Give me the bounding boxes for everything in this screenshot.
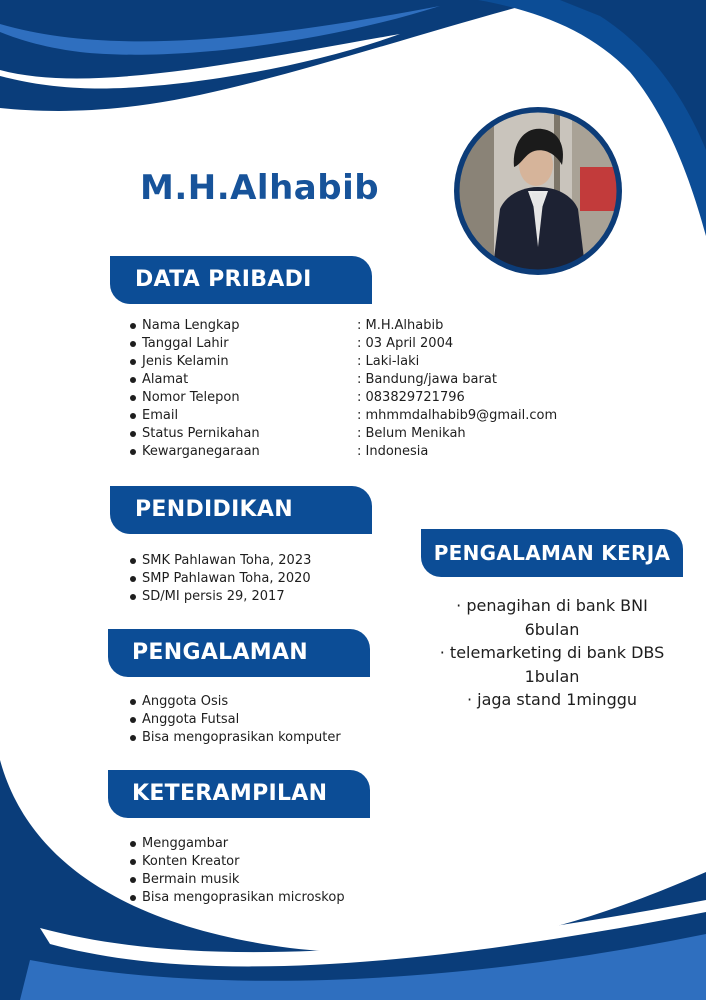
list-item: Menggambar: [124, 835, 345, 853]
list-item: Kewarganegaraan: [124, 443, 260, 461]
gender-value: : Laki-laki: [357, 354, 420, 369]
work-line: 1bulan: [524, 666, 580, 686]
top-wave-dark: [0, 0, 545, 111]
work-line: · jaga stand 1minggu: [466, 690, 638, 709]
list-item: Bisa mengoprasikan microskop: [124, 889, 345, 907]
list-item: SMK Pahlawan Toha, 2023: [124, 552, 311, 570]
citizenship-value: : Indonesia: [357, 444, 429, 459]
work-line: 6bulan: [524, 619, 580, 639]
marital-status-value: : Belum Menikah: [357, 426, 466, 441]
phone-value: : 083829721796: [357, 390, 465, 405]
list-item: Nomor Telepon: [124, 389, 260, 407]
pendidikan-list: [124, 552, 311, 606]
list-item: Tanggal Lahir: [124, 335, 260, 353]
email-value: : mhmmdalhabib9@gmail.com: [357, 408, 558, 423]
list-item: Email: [124, 407, 260, 425]
list-item: SD/MI persis 29, 2017: [124, 588, 311, 606]
list-item: Bermain musik: [124, 871, 345, 889]
data-pribadi-labels: [124, 317, 260, 461]
address-value: : Bandung/jawa barat: [357, 372, 497, 387]
data-pribadi-values: [357, 317, 557, 461]
full-name-value: : M.H.Alhabib: [357, 318, 444, 333]
data-pribadi-heading: DATA PRIBADI: [110, 256, 372, 304]
profile-photo: [454, 107, 622, 275]
pengalaman-heading: PENGALAMAN: [108, 629, 370, 677]
keterampilan-list: [124, 835, 345, 907]
list-item: SMP Pahlawan Toha, 2020: [124, 570, 311, 588]
work-line: · telemarketing di bank DBS: [439, 643, 665, 662]
list-item: Nama Lengkap: [124, 317, 260, 335]
resume-name: M.H.Alhabib: [140, 168, 380, 208]
list-item: Anggota Osis: [124, 693, 341, 711]
birth-date-value: : 03 April 2004: [357, 336, 454, 351]
pendidikan-heading: PENDIDIKAN: [110, 486, 372, 534]
list-item: Status Pernikahan: [124, 425, 260, 443]
list-item: Jenis Kelamin: [124, 353, 260, 371]
work-line: · penagihan di bank BNI: [456, 596, 648, 615]
list-item: Konten Kreator: [124, 853, 345, 871]
list-item: Alamat: [124, 371, 260, 389]
keterampilan-heading: KETERAMPILAN: [108, 770, 370, 818]
list-item: Bisa mengoprasikan komputer: [124, 729, 341, 747]
pengalaman-list: [124, 693, 341, 747]
pengalaman-kerja-list: [420, 594, 684, 712]
pengalaman-kerja-heading: PENGALAMAN KERJA: [421, 529, 683, 577]
list-item: Anggota Futsal: [124, 711, 341, 729]
